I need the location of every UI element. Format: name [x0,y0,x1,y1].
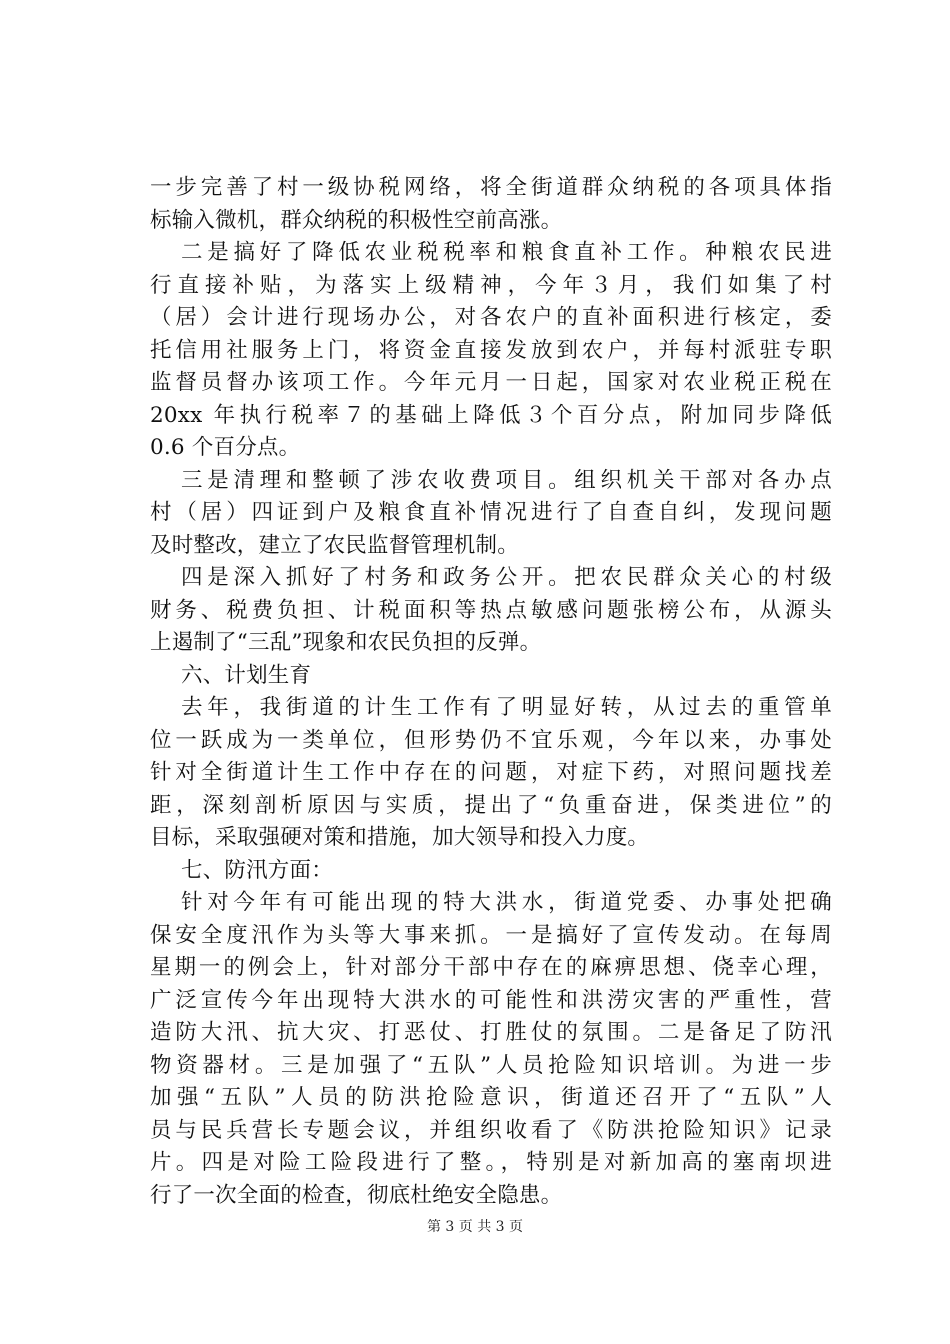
text-line: 及时整改，建立了农民监督管理机制。 [150,532,519,558]
text-line: 针对今年有可能出现的特大洪水，街道党委、办事处把确 [181,890,832,915]
text-line: 行直接补贴，为落实上级精神，今年３月，我们如集了村 [150,272,832,298]
text-line: 广泛宣传今年出现特大洪水的可能性和洪涝灾害的严重性，营 [150,987,832,1013]
text-line: 财务、税费负担、计税面积等热点敏感问题张榜公布，从源头 [150,597,832,623]
text-line: 行了一次全面的检查，彻底杜绝安全隐患。 [150,1182,563,1208]
text-line: 六、计划生育 [181,662,312,688]
text-line: 村（居）四证到户及粮食直补情况进行了自查自纠，发现问题 [150,500,832,525]
page-footer: 第 3 页 共 3 页 [426,1219,524,1235]
text-line: 标输入微机，群众纳税的积极性空前高涨。 [150,207,563,233]
text-line: 物资器材。三是加强了“五队”人员抢险知识培训。为进一步 [150,1052,832,1078]
text-line: 二是搞好了降低农业税税率和粮食直补工作。种粮农民进 [181,240,832,265]
text-line: 保安全度汛作为头等大事来抓。一是搞好了宣传发动。在每周 [150,922,832,948]
text-line: 监督员督办该项工作。今年元月一日起，国家对农业税正税在 [150,370,832,395]
text-line: 片。四是对险工险段进行了整。，特别是对新加高的塞南坝进 [150,1150,832,1175]
text-line: 加强“五队”人员的防洪抢险意识，街道还召开了“五队”人 [150,1085,832,1110]
text-line: 针对全街道计生工作中存在的问题，对症下药，对照问题找差 [150,760,832,785]
text-line: 距，深刻剖析原因与实质，提出了“负重奋进，保类进位”的 [150,792,832,818]
text-line: 位一跃成为一类单位，但形势仍不宜乐观，今年以来，办事处 [150,727,832,753]
text-line: 目标，采取强硬对策和措施，加大领导和投入力度。 [150,825,650,850]
text-line: （居）会计进行现场办公，对各农户的直补面积进行核定，委 [150,305,832,330]
document-body [150,172,832,1212]
text-line: 三是清理和整顿了涉农收费项目。组织机关干部对各办点 [181,467,832,493]
text-line: 上遏制了“三乱”现象和农民负担的反弹。 [150,630,542,655]
text-line: 20xx 年执行税率７的基础上降低３个百分点，附加同步降低 [150,402,832,428]
text-line: 0.6 个百分点。 [150,435,301,460]
text-line: 七、防汛方面： [181,857,333,883]
text-line: 造防大汛、抗大灾、打恶仗、打胜仗的氛围。二是备足了防汛 [150,1020,832,1045]
text-line: 员与民兵营长专题会议，并组织收看了《防洪抢险知识》记录 [150,1117,832,1143]
text-line: 星期一的例会上，针对部分干部中存在的麻痹思想、侥幸心理， [150,955,832,980]
text-line: 四是深入抓好了村务和政务公开。把农民群众关心的村级 [181,565,832,590]
text-line: 去年，我街道的计生工作有了明显好转，从过去的重管单 [181,695,832,720]
text-line: 托信用社服务上门，将资金直接发放到农户，并每村派驻专职 [150,337,832,363]
text-line: 一步完善了村一级协税网络，将全街道群众纳税的各项具体指 [150,175,832,200]
